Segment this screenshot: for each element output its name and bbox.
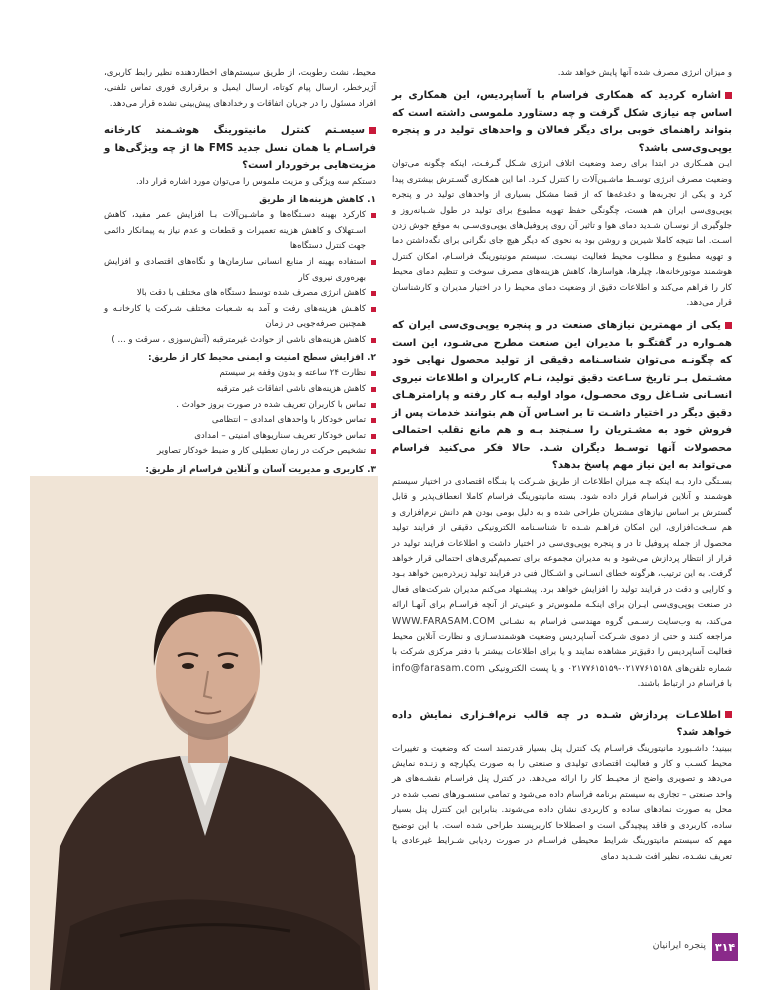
answer-2-part-3: با فراسام در ارتباط باشند. [637,679,732,690]
question-1 [392,87,732,157]
square-bullet-icon [725,92,732,99]
left-intro: محیط، نشت رطوبت، از طریق سیستم‌های اخطاردهنده نظیر رابط کاربری، آژیرخطر، ارسال پیام کوتاه، ارسال ایمیل و برقراری فوری تماس تلفنی، افراد مسئول را در جریان اتفاقات و رخدادهای پیش‌بینی نشده قرار می‌دهد. [104,68,376,109]
page-number-badge: ۳۱۴ [712,933,738,961]
square-bullet-icon [725,711,732,718]
answer-3: ببینید؛ داشـبورد مانیتورینگ فراسـام یک کنترل پنل بسیار قدرتمند است که وضعیت و تغییرات محیط کسـب و کار و فعالیت اقتصادی تولیدی و صنعتی را به صورت یکپارچه و زنـده نمایش می‌دهد و تصویری واضح از محیـط کار را ارائه می‌دهد. در کنترل پنل فراسـام نقشـه‌های هر واحد صنعتی – تجاری به سیستم برنامه فراسام داده می‌شود و تمامی سنسـورهای نصب شده در محل به صورت نمادهای ساده و کاربردی نشان داده می‌شوند. بنابراین این کنترل پنل بسیار ساده، کاربردی و فاقد پیچیدگی است و اصطلاحا کاربرپسند طراحی شده است. با این توضیح مهم که سیستم مانیتورینگ شرایط محیطی فراسـام در صورت ردیابی شـرایط غیرعادی یا تعریف نشـده، نظیر افت شـدید دمای [392,743,732,862]
answer-2-part-1: بسـتگی دارد بـه اینکه چـه میزان اطلاعات از طریق شـرکت یا بنـگاه اقتصادی در اختیار سیستم هوشمند و آنلاین فراسام قرار داده شود. بسته مانیتورینگ فراسام کاملا انعطاف‌پذیر و قابل گسترش بر اساس نیازهای مشتریان طراحی شده و به دلیل بومی بودن هم دانش نرم‌افزاری و هم سـخت‌افزاری، این امکان فراهـم شـده تا شناسـنامه الکترونیکی دقیقی از فرایند تولید محصول از جمله پروفیل تا در و پنجره یوپی‌وی‌سی در اختیار داشت و اطلاعات فرایند تولید در قرار از انتظار پردازش می‌شود و به مدیران مجموعه برای تصمیم‌گیری‌های احتمالی قرار خواهد گرفت. به این ترتیب، هرگونه خطای انسـانی و اشـکال فنی در فرایند تولید زیرذره‌بین خواهد بـود و کارایی و دقت در فرایند تولید را افزایش خواهد برد. پیشـنهاد می‌کنم مدیران شرکت‌های فعال در صنعت یوپی‌وی‌سی ایـران برای اینکـه ملموس‌تر و عینی‌تر از آنچه فراسـام برای آنهـا ارائه می‌کند، به وب‌سایت رسـمی گروه مهندسی فراسام به نشـانی [392,476,733,627]
list-2 [104,366,376,460]
right-intro: و میزان انرژی مصرف شده آنها پایش خواهد شد. [557,68,732,78]
website-link[interactable]: WWW.FARASAM.COM [392,615,496,627]
list-item: کاهش هزینه‌های ناشی از حوادث غیرمترقبه (آتش‌سوزی ، سرقت و ... ) [104,333,376,349]
list-item: تماس با کاربران تعریف شده در صورت بروز حوادث . [104,398,376,414]
question-4 [104,122,376,175]
interviewee-photo [30,476,378,990]
list-item: کارکرد بهینه دسـتگاه‌ها و ماشـین‌آلات بـا افزایش عمر مفید، کاهش اسـتهلاک و کاهش هزینه تعمیرات و قطعات و عدم نیاز به پیمانکار دائمی جهت کنترل دستگاه‌ها [104,208,376,255]
question-1-text: اشاره کردید که همکاری فراسام با آساپردیس، این همکاری بر اساس چه نیازی شکل گرفت و چه دستاورد ملموسی داشته است که بتواند راهنمای خوبی برای دیگر فعالان و واحدهای تولید در و پنجره یوپی‌وی‌سی باشد؟ [392,90,732,154]
answer-2 [392,475,732,693]
list-item: تماس خودکار تعریف سناریوهای امنیتی – امدادی [104,429,376,445]
list-item: تشخیص حرکت در زمان تعطیلی کار و ضبط خودکار تصاویر [104,444,376,460]
list-item: نظارت ۲۴ ساعته و بدون وقفه بر سیستم [104,366,376,382]
list-item: کاهش هزینه‌های ناشی اتفاقات غیر مترقبه [104,382,376,398]
publication-name: پنجره ایرانیان [652,940,706,951]
list-item: تماس خودکار با واحدهای امدادی – انتظامی [104,413,376,429]
question-2 [392,317,732,475]
list-item: استفاده بهینه از منابع انسانی سازمان‌ها و نگاه‌های اقتصادی و افزایش بهره‌وری نیروی کار [104,255,376,286]
heading-3: ۳. کاربری و مدیریت آسان و آنلاین فراسام از طریق: [145,465,376,476]
heading-1: ۱. کاهش هزینه‌ها از طریق [259,195,376,206]
answer-4: دستکم سه ویژگی و مزیت ملموس را می‌توان مورد اشاره قرار داد. [135,176,376,187]
question-4-text: سیسـتم کنترل مانیتورینگ هوشـمند کارخانه فراسـام یا همان نسل جدید FMS ها از چه ویژگی‌ها و مزیت‌هایی برخوردار است؟ [104,125,377,172]
answer-1: ایـن همـکاری در ابتدا برای رصد وضعیت اتلاف انرژی شـکل گـرفـت، اینکه چگونه می‌توان وضعیت مصرف انرژی توسـط ماشـین‌آلات را کنترل کـرد. اما این همکاری گسـترش بیشتری پیدا کرد و یکی از تجربه‌ها و دغدغه‌ها که از قضا مشکل بسیاری از واحدهای تولید در و پنجره یوپی‌وی‌سی ایران هم هست، چگونگی حفظ تهویه مطبوع برای تولید در طول شـبانه‌روز و جلوگیری از نوسـان شـدید دمای هوا و تاثیر آن روی پروفیل‌های یوپی‌وی‌سـی به موقع جوش زدن اسـت. اما نتیجه کاملا شیرین و روشن بود به نحوی که دیگر هیچ جای نگرانی برای نگه‌داشتن دما و تهویه مطبوع و مطلوب محیط فعالیت نیسـت. سیستم مونیتورینگ فراسـام، امکان کنترل هوشمند موتورخانه‌ها، چیلرها، هواسازها، کاهش هزینه‌های مصرف سوخت و تنظیم دمای محیط کار را فراهم می‌کند و اطلاعات دقیق از وضعیت دمای محیط را در اختیار مدیران و کارشناسان قرار می‌دهد. [392,159,732,309]
question-2-text: یکی از مهمترین نیازهای صنعت در و پنجره یوپی‌وی‌سی ایران که همـواره در گفتگـو با مدیران این صنعت مطرح می‌شـود، این است که چگونـه می‌توان شناسـنامه دقیقی از تولید محصول نهایی خود مشـتمل بـر تاریخ سـاعت دقیق تولید، نـام کاربران و اطلاعات نیروی انسـانی شـاغل روی محصـول، مواد اولیه بـه کار رفته و پارامترهـای دقیق دیگر در اختیار داشـت تا بر اسـاس آن هم بتوانند خدمات پس از فروش خود به مشـتریان را سـنجند بـه و هم مانع تقلب احتمالی محصولات آنها توسـط دیگران شـد. حالا فکر می‌کنید فراسام می‌تواند به این نیاز مهم پاسخ بدهد؟ [392,320,732,472]
square-bullet-icon [725,322,732,329]
right-column [392,66,732,865]
portrait-illustration [30,476,378,990]
answer-2-part-2: مراجعه کنند و حتی از دموی شـرکت آساپردیس وضعیت هوشمندسـازی و نظارت آنلاین محیط فعالیت آساپردیس را دقیق‌تر مشاهده نمایند و یا برای اطلاعات بیشتر با دفتر مرکزی شرکت با شماره تلفن‌های ۰۲۱۷۷۶۱۵۱۵۸-۰۲۱۷۷۶۱۵۱۵۹ و یا پست الکترونیکی [392,632,733,674]
question-3-text: اطلاعـات پردازش شـده در چه قالب نرم‌افـزاری نمایش داده خواهد شد؟ [392,709,732,739]
square-bullet-icon [369,127,376,134]
heading-2: ۲. افزایش سطح امنیت و ایمنی محیط کار از طریق: [148,353,376,364]
question-3 [392,707,732,742]
email-link[interactable]: info@farasam.com [392,662,486,674]
list-1 [104,208,376,348]
list-item: کاهـش هزینه‌های رفت و آمد به شـعبات مختلف شـرکت یا کارخانـه و همچنین صرفه‌جویی در زمان [104,302,376,333]
page-footer [590,933,738,961]
list-item: کاهش انرژی مصرف شده توسط دستگاه های مختلف با دقت بالا [104,286,376,302]
